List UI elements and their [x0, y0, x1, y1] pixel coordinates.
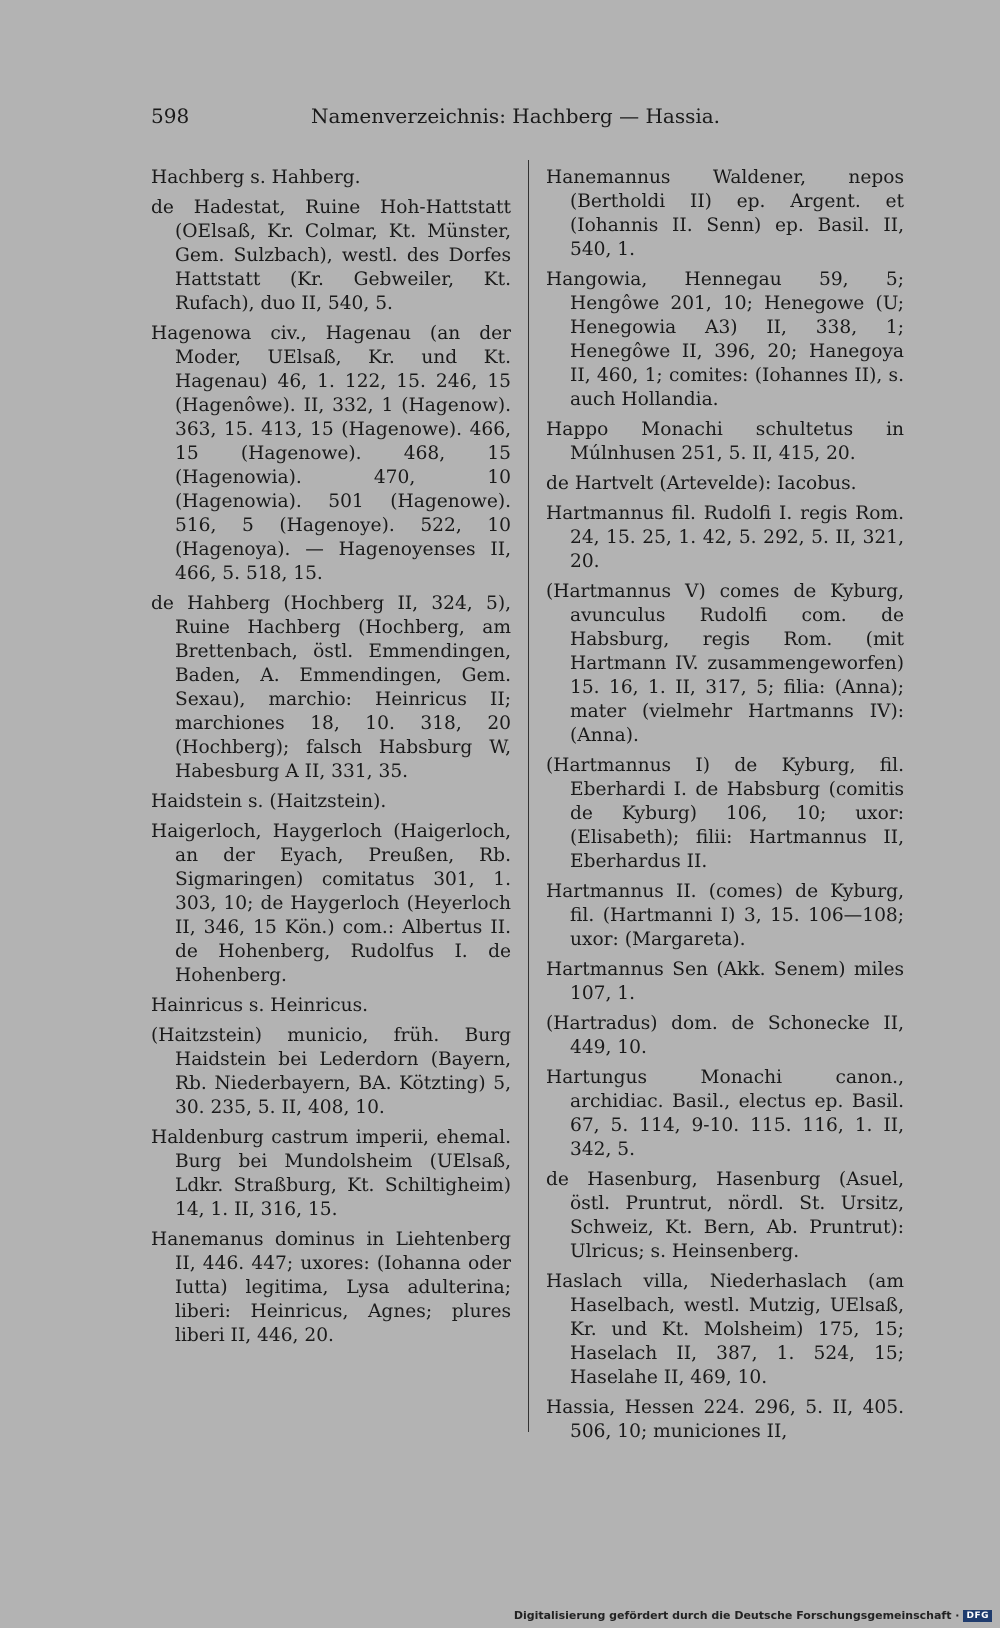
index-entry: Hainricus s. Heinricus.: [151, 995, 369, 1016]
index-entry: Happo Monachi schultetus in Múlnhusen 251, 5. II, 415, 20.: [546, 419, 904, 464]
index-entry: Hartmannus II. (comes) de Kyburg, fil. (Hartmanni I) 3, 15. 106—108; uxor: (Margareta).: [546, 881, 904, 950]
index-entry: de Hahberg (Hochberg II, 324, 5), Ruine Hachberg (Hochberg, am Brettenbach, östl. Emmendingen, Baden, A. Emmendingen, Gem. Sexau), marchio: Heinricus II; marchiones 18, 10. 318, 20 (Hochberg); falsch Habsburg W, Habesburg A II, 331, 35.: [151, 593, 511, 782]
index-entry: Haigerloch, Haygerloch (Haigerloch, an der Eyach, Preußen, Rb. Sigmaringen) comitatus 301, 1. 303, 10; de Haygerloch (Heyerloch II, 346, 15 Kön.) com.: Albertus II. de Hohenberg, Rudolfus I. de Hohenberg.: [151, 821, 511, 986]
index-entry: (Hartmannus I) de Kyburg, fil. Eberhardi I. de Habsburg (comitis de Kyburg) 106, 10; uxor: (Elisabeth); filii: Hartmannus II, Eberhardus II.: [546, 755, 904, 872]
index-entry: Hangowia, Hennegau 59, 5; Hengôwe 201, 10; Henegowe (U; Henegowia A3) II, 338, 1; Henegôwe II, 396, 20; Hanegoya II, 460, 1; comites: (Iohannes II), s. auch Hollandia.: [546, 269, 904, 410]
index-entry: Hagenowa civ., Hagenau (an der Moder, UElsaß, Kr. und Kt. Hagenau) 46, 1. 122, 15. 246, 15 (Hagenôwe). II, 332, 1 (Hagenow). 363, 15. 413, 15 (Hagenowe). 466, 15 (Hagenowe). 468, 15 (Hagenowia). 470, 10 (Hagenowia). 501 (Hagenowe). 516, 5 (Hagenoye). 522, 10 (Hagenoya). — Hagenoyenses II, 466, 5. 518, 15.: [151, 323, 511, 584]
index-entry: Haldenburg castrum imperii, ehemal. Burg bei Mundolsheim (UElsaß, Ldkr. Straßburg, Kt. Schiltigheim) 14, 1. II, 316, 15.: [151, 1127, 511, 1220]
index-entry: de Hartvelt (Artevelde): Iacobus.: [546, 473, 857, 494]
left-column: [151, 166, 511, 1354]
index-entry: Hassia, Hessen 224. 296, 5. II, 405. 506, 10; municiones II,: [546, 1397, 904, 1442]
index-entry: Hartungus Monachi canon., archidiac. Basil., electus ep. Basil. 67, 5. 114, 9-10. 115. 116, 1. II, 342, 5.: [546, 1067, 904, 1160]
credit-text: Digitalisierung gefördert durch die Deutsche Forschungsgemeinschaft ·: [513, 1609, 960, 1622]
dfg-logo: DFG: [963, 1610, 992, 1622]
index-entry: Hanemannus Waldener, nepos (Bertholdi II) ep. Argent. et (Iohannis II. Senn) ep. Basil. II, 540, 1.: [546, 167, 904, 260]
index-entry: de Hasenburg, Hasenburg (Asuel, östl. Pruntrut, nördl. St. Ursitz, Schweiz, Kt. Bern, Ab. Pruntrut): Ulricus; s. Heinsenberg.: [546, 1169, 904, 1262]
index-entry: Hartmannus Sen (Akk. Senem) miles 107, 1.: [546, 959, 904, 1004]
index-entry: Hanemanus dominus in Liehtenberg II, 446. 447; uxores: (Iohanna oder Iutta) legitima, Lysa adulterina; liberi: Heinricus, Agnes; plures liberi II, 446, 20.: [151, 1229, 511, 1346]
page-title: Namenverzeichnis: Hachberg — Hassia.: [311, 104, 721, 128]
index-entry: Hartmannus fil. Rudolfi I. regis Rom. 24, 15. 25, 1. 42, 5. 292, 5. II, 321, 20.: [546, 503, 904, 572]
index-entry: Haslach villa, Niederhaslach (am Haselbach, westl. Mutzig, UElsaß, Kr. und Kt. Molsheim) 175, 15; Haselach II, 387, 1. 524, 15; Haselahe II, 469, 10.: [546, 1271, 904, 1388]
index-entry: (Haitzstein) municio, früh. Burg Haidstein bei Lederdorn (Bayern, Rb. Niederbayern, BA. Kötzting) 5, 30. 235, 5. II, 408, 10.: [151, 1025, 511, 1118]
index-entry: (Hartmannus V) comes de Kyburg, avunculus Rudolfi com. de Habsburg, regis Rom. (mit Hartmann IV. zusammengeworfen) 15. 16, 1. II, 317, 5; filia: (Anna); mater (vielmehr Hartmanns IV): (Anna).: [546, 581, 904, 746]
index-entry: de Hadestat, Ruine Hoh-Hattstatt (OElsaß, Kr. Colmar, Kt. Münster, Gem. Sulzbach), westl. des Dorfes Hattstatt (Kr. Gebweiler, Kt. Rufach), duo II, 540, 5.: [151, 197, 511, 314]
index-entry: Hachberg s. Hahberg.: [151, 167, 361, 188]
page-header: [151, 104, 751, 128]
index-entry: (Hartradus) dom. de Schonecke II, 449, 10.: [546, 1013, 904, 1058]
index-entry: Haidstein s. (Haitzstein).: [151, 791, 387, 812]
column-divider: [528, 160, 529, 1432]
digitization-credit: [514, 1609, 992, 1622]
right-column: [546, 166, 904, 1450]
page-number: 598: [151, 104, 190, 128]
